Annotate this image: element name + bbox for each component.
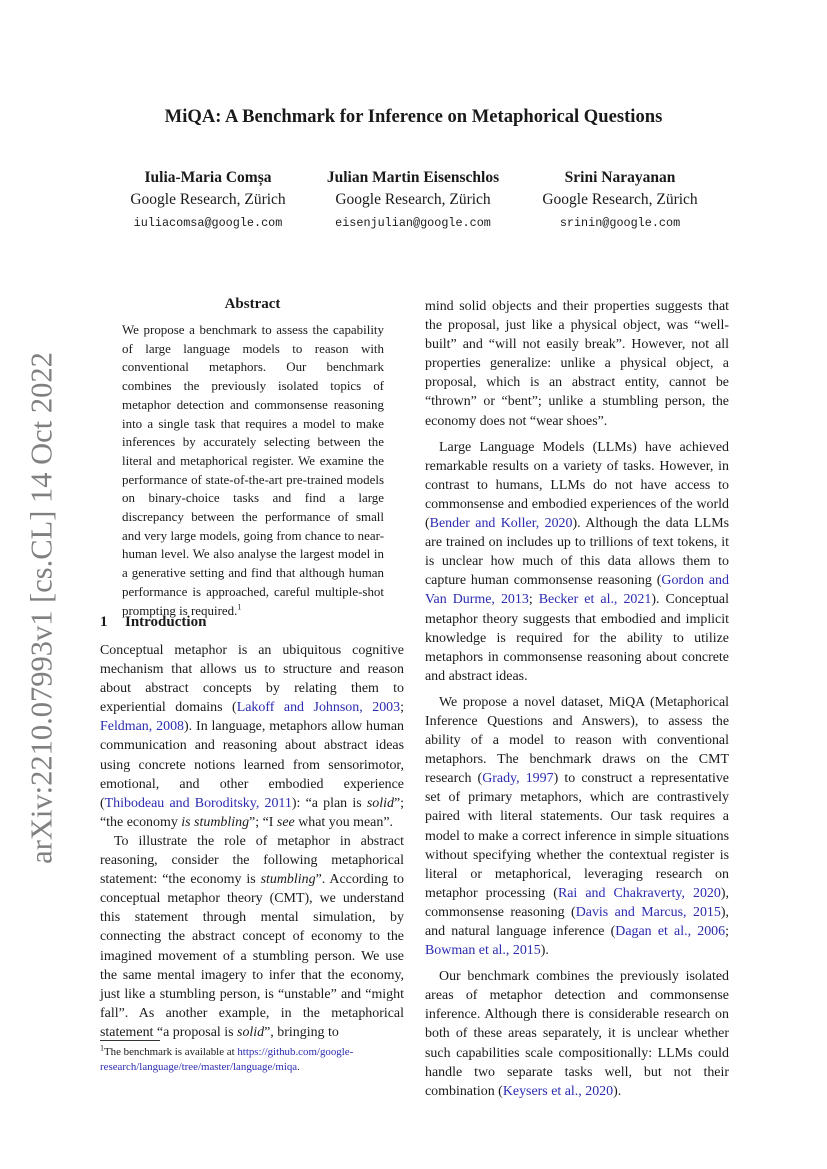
paragraph: Conceptual metaphor is an ubiquitous cognitive mechanism that allows us to structure and reason about abstract concepts by relating them to experiential domains (Lakoff and Johnson, 2003; Feldman, 2008). In language, metaphors allow human communication and reasoning about abstract ideas using concrete notions learned from sensorimotor, emotional, and other embodied experience (Thibodeau and Boroditsky, 2011): “a plan is solid”; “the economy is stumbling”; “I see what you mean”. [100,643,404,830]
right-column-body [425,297,729,1101]
author-name: Julian Martin Eisenschlos [326,169,500,186]
paragraph: To illustrate the role of metaphor in abstract reasoning, consider the following metaphorical statement: “the economy is stumbling”. According to conceptual metaphor theory (CMT), we understand this statement through mental simulation, by connecting the abstract concept of economy to the imagined movement of a stumbling person. We use the same mental imagery to infer that the economy, just like a stumbling person, is “unstable” and “might fall”. As another example, in the metaphorical statement “a proposal is solid”, bringing to [100,833,404,1040]
abstract-heading: Abstract [224,296,281,312]
benchmark-url-link[interactable]: https://github.com/google-research/language/tree/master/language/miqa [100,1046,354,1073]
author-block-3 [500,167,740,233]
author-affiliation: Google Research, Zürich [335,191,491,208]
citation-link[interactable]: Davis and Marcus, 2015 [575,904,721,920]
paragraph: Large Language Models (LLMs) have achieved remarkable results on a variety of tasks. However, in contrast to humans, LLMs do not have access to commonsense and embodied experiences of the world (Bender and Koller, 2020). Although the data LLMs are trained on includes up to trillions of text tokens, it is unclear how much of this data allows them to capture human commonsense reasoning (Gordon and Van Durme, 2013; Becker et al., 2021). Conceptual metaphor theory suggests that embodied and implicit knowledge is required for the ability to utilize metaphors in commonsense reasoning about concrete and abstract ideas. [425,439,730,684]
arxiv-identifier: arXiv:2210.07993v1 [cs.CL] 14 Oct 2022 [24,352,59,864]
citation-link[interactable]: Rai and Chakraverty, 2020 [557,885,721,901]
author-name: Srini Narayanan [564,169,676,186]
paragraph: Our benchmark combines the previously isolated areas of metaphor detection and commonsense inference. Although there is considerable research on both of these areas separately, it is unclear whether such capabilities scale compositionally: LLMs could handle two separate tasks well, but not their combination (Keysers et al., 2020). [425,969,729,1099]
arxiv-stamp [12,352,72,864]
author-affiliation: Google Research, Zürich [130,191,286,208]
citation-link[interactable]: Dagan et al., 2006 [615,924,726,939]
footnote-marker: 1 [237,602,242,612]
author-block-1 [88,167,328,233]
abstract-text: We propose a benchmark to assess the capability of large language models to reason with conventional metaphors. Our benchmark combines the previously isolated topics of metaphor detection and commonsense reasoning into a single task that requires a model to make inferences by accurately selecting between the literal and metaphorical register. We examine the performance of state-of-the-art pre-trained models on binary-choice tasks and find a large discrepancy between the performance of small and very large models, going from chance to near-human level. We also analyse the largest model in a generative setting and find that although human performance is approached, careful multiple-shot prompting is required.$^1$ [122,322,384,618]
citation-link[interactable]: Bowman et al., 2015 [425,943,541,959]
footnote-divider [100,1040,160,1041]
section-title: Introduction [125,614,207,630]
left-column-body [100,641,404,1042]
author-block-2 [293,167,533,233]
citation-link[interactable]: Keysers et al., 2020 [502,1083,614,1099]
author-affiliation: Google Research, Zürich [542,191,698,208]
author-email: srinin@google.com [559,216,681,230]
section-heading-introduction [100,614,410,631]
footnote: $^1$The benchmark is available at https://github.com/google-research/language/tree/master/language/miqa. [100,1043,354,1073]
citation-link[interactable]: Thibodeau and Boroditsky, 2011 [104,795,292,811]
author-email: iuliacomsa@google.com [133,216,283,230]
citation-link[interactable]: Grady, 1997 [482,771,554,787]
citation-link[interactable]: Bender and Koller, 2020 [429,516,573,532]
paper-title: MiQA: A Benchmark for Inference on Metaphorical Questions [164,106,663,127]
paragraph: mind solid objects and their properties suggests that the proposal, just like a physical object, was “well-built” and “will not easily break”. However, not all properties generalize: unlike a physical object, a proposal, which is an abstract entity, cannot be “thrown” or “bent”; unlike a stumbling person, the economy does not “wear shoes”. [425,299,729,429]
section-number: 1 [100,614,108,630]
citation-link[interactable]: Lakoff and Johnson, 2003 [236,700,401,716]
author-email: eisenjulian@google.com [335,216,491,230]
citation-link[interactable]: Feldman, 2008 [100,719,185,735]
author-name: Iulia-Maria Comșa [144,169,272,186]
citation-link[interactable]: Becker et al., 2021 [538,592,652,608]
citation-link[interactable]: Gordon and Van Durme, 2013 [425,573,729,608]
paragraph: We propose a novel dataset, MiQA (Metaphorical Inference Questions and Answers), to assess the ability of a model to reason with conventional metaphors. The benchmark draws on the CMT research (Grady, 1997) to construct a representative set of primary metaphors, which are contrastively paired with literal statements. Our task requires a model to make a correct inference in simple situations without specifying whether the contextual register is literal or metaphorical, leveraging research on metaphor processing (Rai and Chakraverty, 2020), commonsense reasoning (Davis and Marcus, 2015), and natural language inference (Dagan et al., 2006; Bowman et al., 2015). [425,694,729,959]
